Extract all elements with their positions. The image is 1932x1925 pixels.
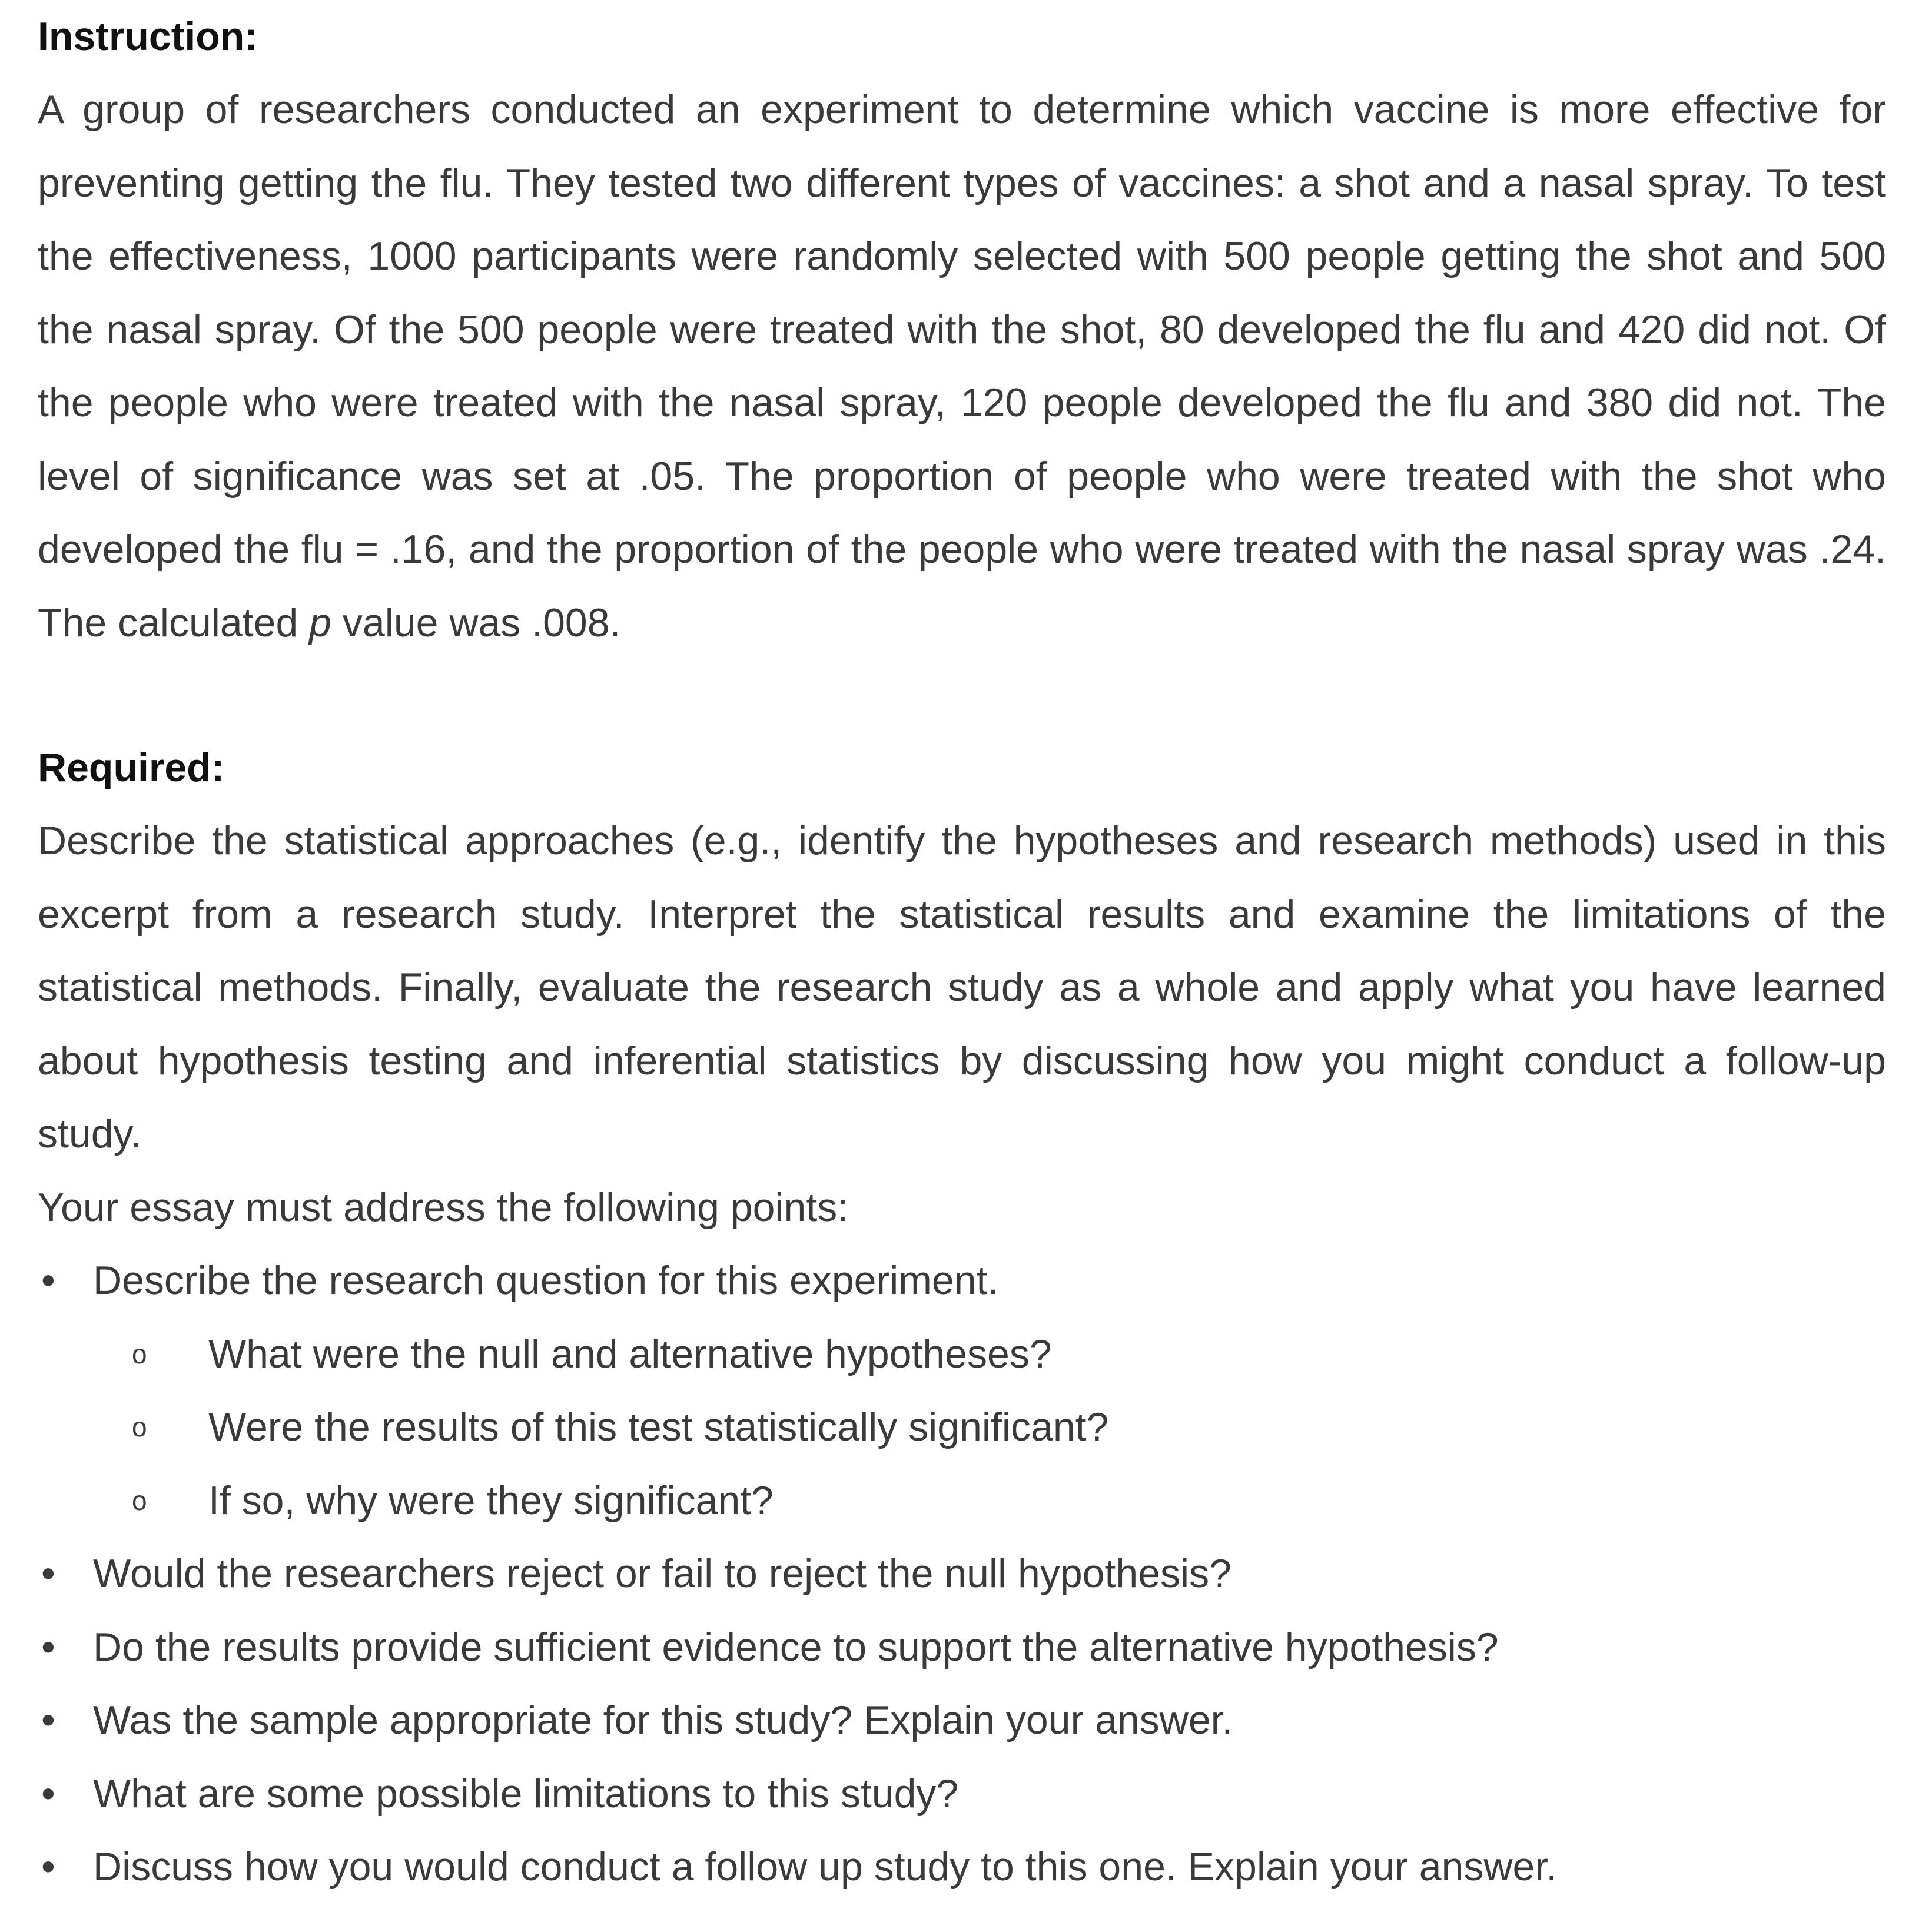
- sub-point-text: What were the null and alternative hypotheses?: [208, 1331, 1052, 1376]
- sub-list-item: [38, 1464, 1886, 1538]
- list-item: [38, 1684, 1886, 1757]
- sub-list-item: [38, 1317, 1886, 1391]
- point-text: Would the researchers reject or fail to reject the null hypothesis?: [93, 1551, 1231, 1596]
- circle-bullet-icon: o: [132, 1412, 147, 1442]
- sub-points-list: [38, 1317, 1886, 1538]
- circle-bullet-icon: o: [132, 1485, 147, 1516]
- essay-points-list: [38, 1244, 1886, 1317]
- required-paragraph: Describe the statistical approaches (e.g., identify the hypotheses and research methods) used in this excerpt from a research study. Interpret the statistical results and examine the limitations of the statistical methods. Finally, evaluate the research study as a whole and apply what you have learned about hypothesis testing and inferential statistics by discussing how you might conduct a follow-up study.: [38, 818, 1886, 1156]
- document: [38, 0, 1886, 1904]
- sub-list-item: [38, 1390, 1886, 1464]
- point-text: Do the results provide sufficient evidence to support the alternative hypothesis?: [93, 1624, 1499, 1670]
- bullet-icon: •: [41, 1258, 55, 1303]
- bullet-icon: •: [41, 1844, 55, 1889]
- sub-point-text: Were the results of this test statistically significant?: [208, 1405, 1109, 1449]
- list-item: [38, 1611, 1886, 1684]
- spacer: [38, 659, 1886, 731]
- sub-point-text: If so, why were they significant?: [208, 1478, 774, 1523]
- essay-points-list-continued: [38, 1537, 1886, 1904]
- point-text: Was the sample appropriate for this study? Explain your answer.: [93, 1698, 1233, 1743]
- required-heading: Required:: [38, 745, 225, 790]
- list-item: [38, 1537, 1886, 1611]
- list-item: [38, 1244, 1886, 1317]
- bullet-icon: •: [41, 1551, 55, 1596]
- list-item: [38, 1757, 1886, 1831]
- p-symbol: p: [309, 600, 331, 645]
- instruction-text-end: value was .008.: [342, 600, 621, 645]
- instruction-heading: Instruction:: [38, 14, 258, 59]
- essay-intro: Your essay must address the following points:: [38, 1184, 849, 1230]
- bullet-icon: •: [41, 1698, 55, 1743]
- bullet-icon: •: [41, 1771, 55, 1816]
- instruction-paragraph: [38, 73, 1886, 659]
- instruction-text: A group of researchers conducted an experiment to determine which vaccine is more effective for preventing getting the flu. They tested two different types of vaccines: a shot and a nasal spray. To test the effectiveness, 1000 participants were randomly selected with 500 people getting the shot and 500 the nasal spray. Of the 500 people were treated with the shot, 80 developed the flu and 420 did not. Of the people who were treated with the nasal spray, 120 people developed the flu and 380 did not. The level of significance was set at .05. The proportion of people who were treated with the shot who developed the flu = .16, and the proportion of the people who were treated with the nasal spray was .24. The calculated: [38, 87, 1886, 645]
- circle-bullet-icon: o: [132, 1338, 147, 1369]
- list-item: [38, 1830, 1886, 1904]
- point-text: What are some possible limitations to this study?: [93, 1771, 959, 1816]
- point-text: Describe the research question for this experiment.: [93, 1258, 999, 1303]
- point-text: Discuss how you would conduct a follow up study to this one. Explain your answer.: [93, 1844, 1558, 1889]
- bullet-icon: •: [41, 1624, 55, 1670]
